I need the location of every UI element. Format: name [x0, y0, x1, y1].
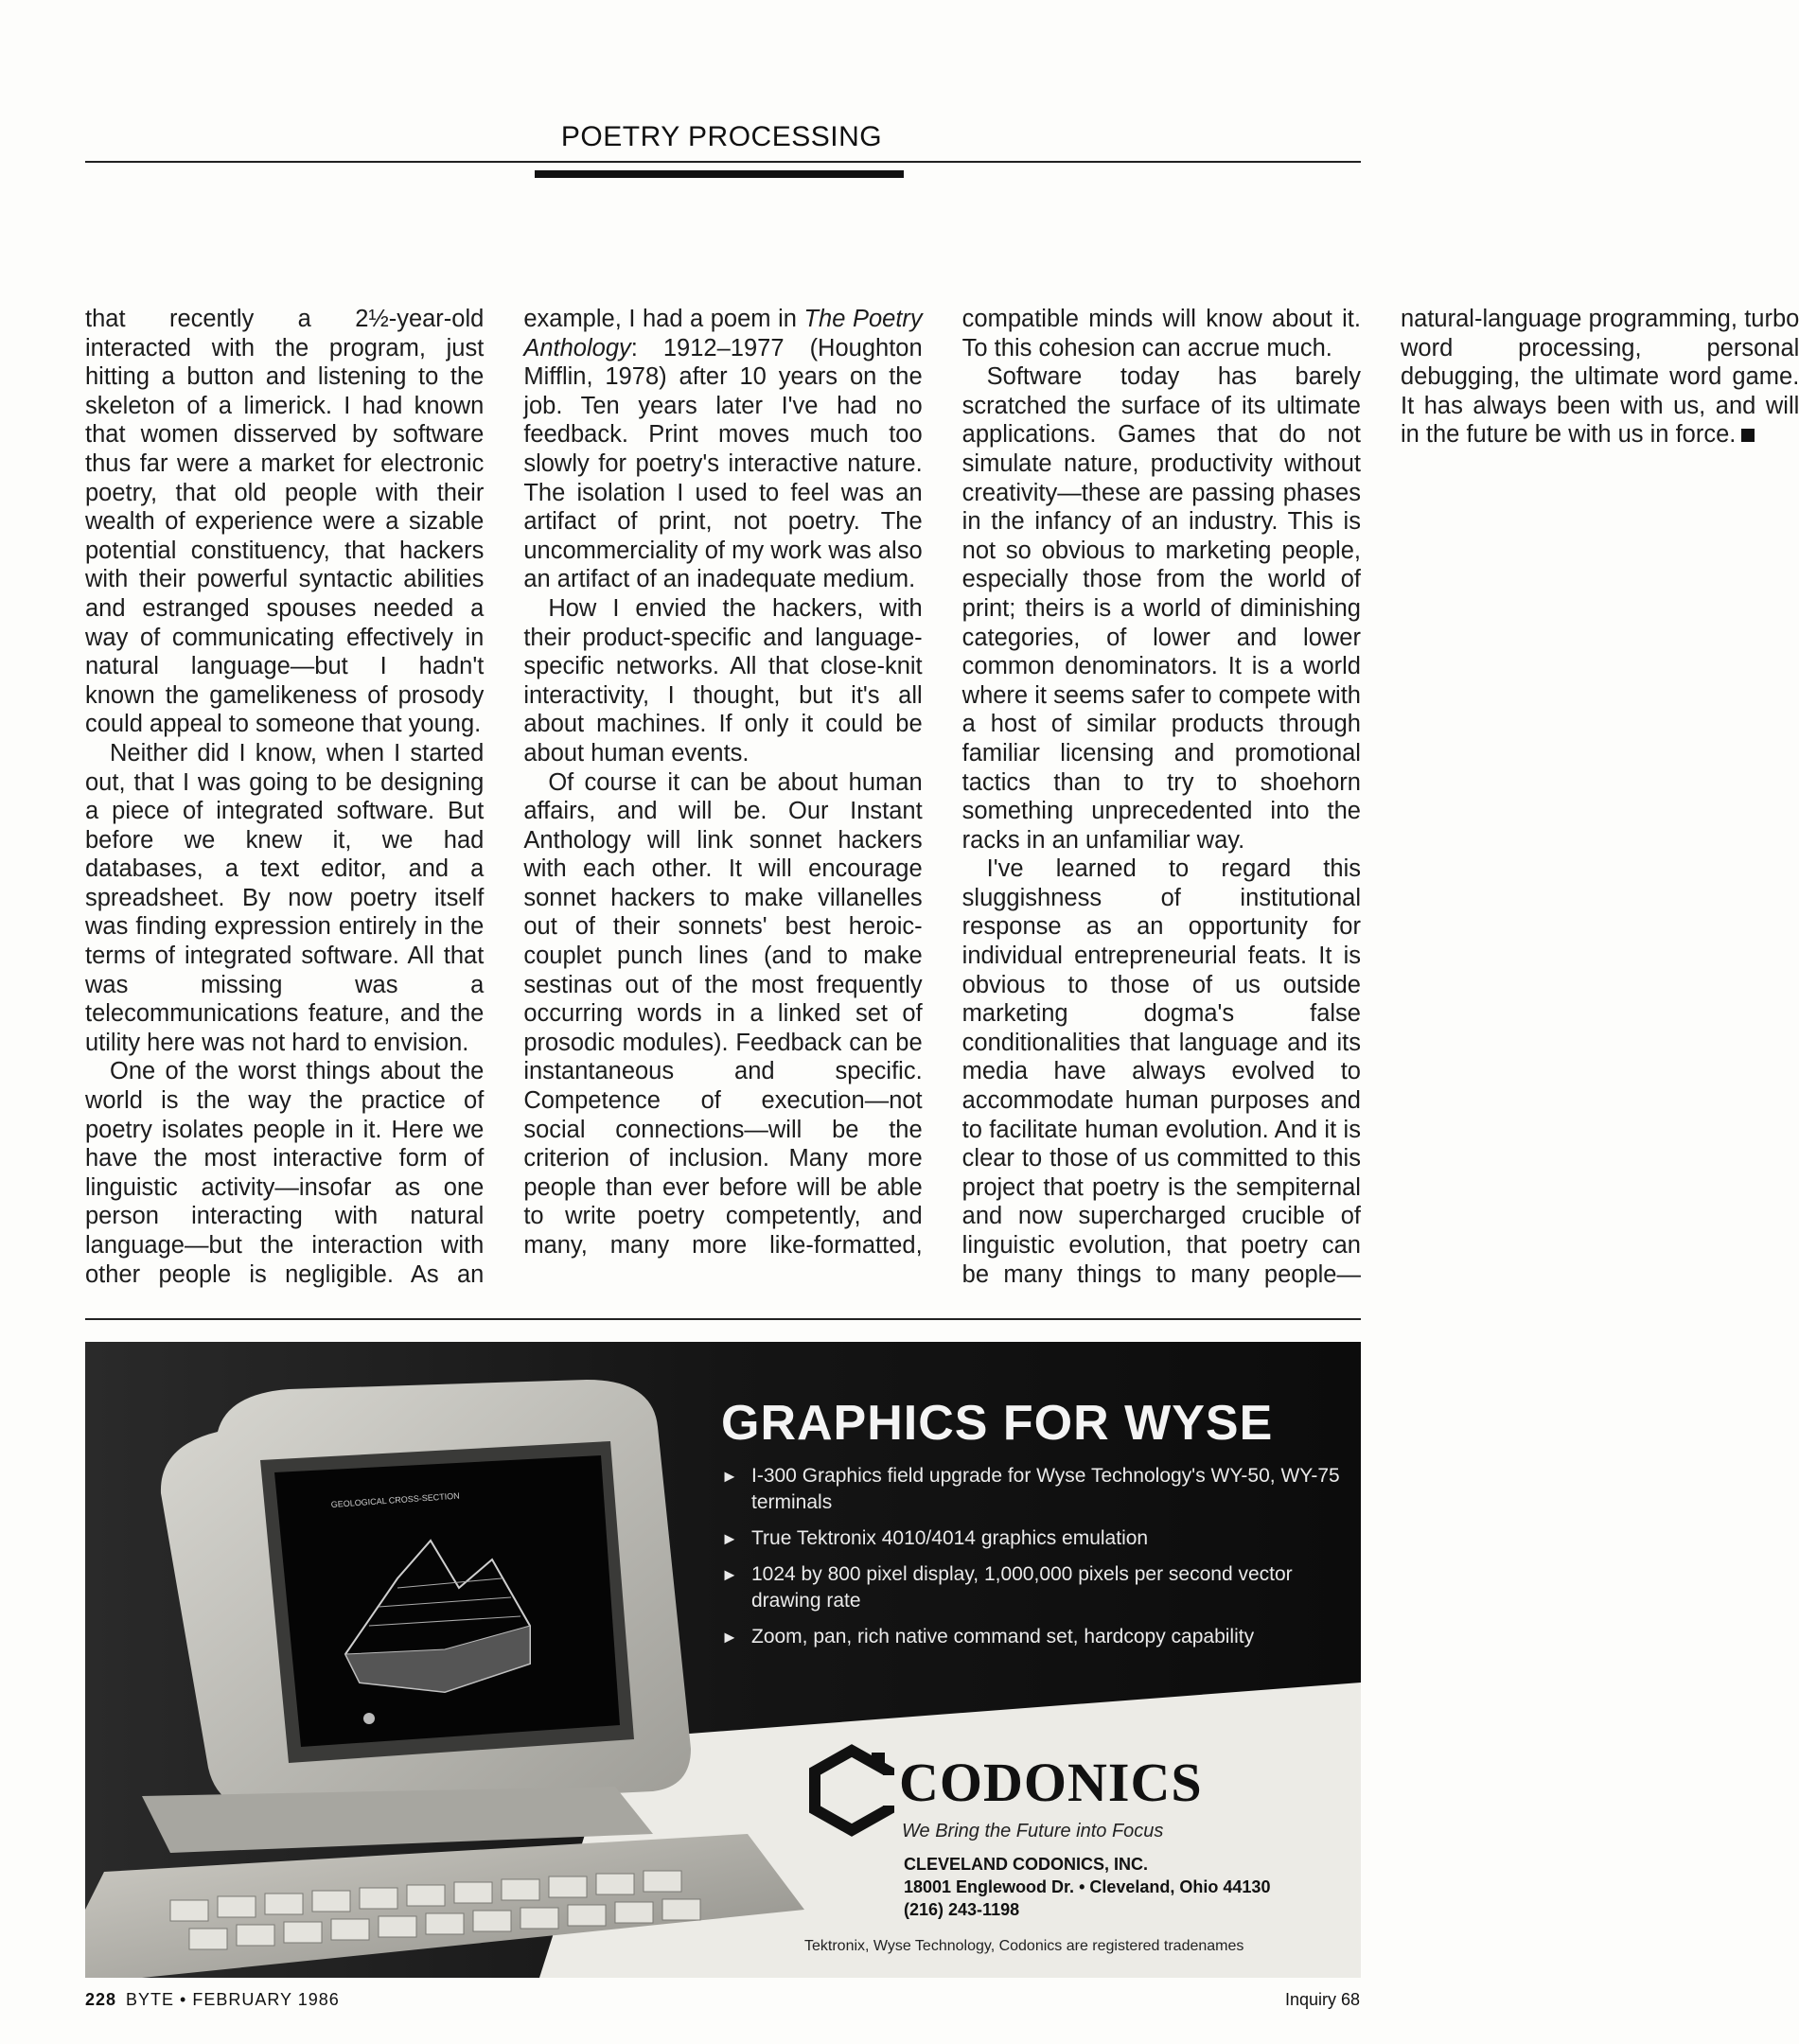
header-bar — [535, 170, 904, 178]
article-paragraph: Of course it can be about human affairs, and will be. Our Instant Anthology will link sonnet hackers with each other. It will encourage sonnet hackers to make villanelles out of their sonnets' best heroic-couplet punch lines (and to make sestinas out of the most frequently occurring words in a linked set of prosodic modules). Feedback can be instantaneous and specific. Competence of execution—not social connections—will be the criterion of inclusion. Many more people than ever before will be able to write poetry competently, and many, many more like-formatted, compatible minds will know about it. To this cohesion can accrue much. — [523, 306, 1361, 1259]
article-paragraph: that recently a 2½-year-old interacted with the program, just hitting a button and listening to the skeleton of a limerick. I had known that women disserved by software thus far were a market for electronic poetry, that old people with their wealth of experience were a sizable potential constituency, that hackers with their powerful syntactic abilities and estranged spouses needed a way of communicating effectively in natural language—but I hadn't known the gamelikeness of prosody could appeal to someone that young. — [85, 306, 485, 738]
ad-feature-item — [721, 1463, 1346, 1516]
codonics-logo-icon — [809, 1747, 894, 1834]
screen-logo — [363, 1713, 375, 1724]
triangle-bullet-icon: ► — [721, 1565, 738, 1584]
company-phone: (216) 243-1198 — [904, 1900, 1020, 1919]
article-paragraph: How I envied the hackers, with their product-specific and language-specific networks. All that close-knit interactivity, I thought, but it's all about machines. If only it could be about human events. — [523, 594, 923, 766]
screen-caption: GEOLOGICAL CROSS-SECTION — [330, 1490, 461, 1509]
brand-tagline: We Bring the Future into Focus — [902, 1821, 1164, 1841]
ad-feature-text: Zoom, pan, rich native command set, hardcopy capability — [751, 1626, 1255, 1648]
ad-feature-text: True Tektronix 4010/4014 graphics emulation — [751, 1527, 1149, 1549]
ad-feature-text: I-300 Graphics field upgrade for Wyse Technology's WY-50, WY-75 terminals — [751, 1465, 1340, 1513]
mid-rule — [85, 1318, 1361, 1320]
ad-feature-item — [721, 1525, 1346, 1552]
article-paragraph: Neither did I know, when I started out, that I was going to be designing a piece of integrated software. But before we knew it, we had databases, a text editor, and a spreadsheet. By now poetry itself was finding expression entirely in the terms of integrated software. All that was missing was a telecommunications feature, and the utility here was not hard to envision. — [85, 739, 485, 1056]
book-title: The Poetry Anthology — [523, 306, 923, 361]
page-footer — [85, 1990, 340, 2010]
triangle-bullet-icon: ► — [721, 1529, 738, 1548]
paragraph-text: : 1912–1977 (Houghton Mifflin, 1978) after 10 years on the job. Ten years later I've had no feedback. Print moves much too slowly for poetry's interactive nature. The isolation I used to feel was an artifact of print, not poetry. The uncommerciality of my work was also an artifact of an inadequate medium. — [523, 334, 923, 593]
inquiry-number: Inquiry 68 — [1284, 1990, 1360, 2009]
article-body — [85, 305, 1799, 1298]
triangle-bullet-icon: ► — [721, 1467, 738, 1486]
ad-headline: GRAPHICS FOR WYSE — [721, 1396, 1274, 1451]
brand-name: CODONICS — [899, 1752, 1203, 1813]
advertisement — [85, 1342, 1361, 1978]
end-of-article-mark — [1741, 429, 1755, 442]
ad-feature-item — [721, 1624, 1346, 1650]
publication-line: BYTE • FEBRUARY 1986 — [126, 1990, 340, 2009]
header-rule — [85, 161, 1361, 163]
company-name: CLEVELAND CODONICS, INC. — [904, 1855, 1149, 1874]
ad-feature-item — [721, 1561, 1346, 1614]
page-number: 228 — [85, 1990, 117, 2009]
trademark-notice: Tektronix, Wyse Technology, Codonics are registered tradenames — [804, 1938, 1244, 1954]
company-address: 18001 Englewood Dr. • Cleveland, Ohio 44130 — [904, 1877, 1271, 1896]
page-header-title: POETRY PROCESSING — [560, 121, 883, 152]
ad-feature-text: 1024 by 800 pixel display, 1,000,000 pixels per second vector drawing rate — [751, 1563, 1293, 1612]
article-paragraph: Software today has barely scratched the surface of its ultimate applications. Games that do not simulate nature, productivity without creativity—these are passing phases in the infancy of an industry. This is not so obvious to marketing people, especially those from the world of print; theirs is a world of diminishing categories, of lower and lower common denominators. It is a world where it seems safer to compete with a host of similar products through familiar licensing and promotional tactics than to try to shoehorn something unprecedented into the racks in an unfamiliar way. — [961, 363, 1361, 854]
triangle-bullet-icon: ► — [721, 1628, 738, 1647]
paragraph-text: I've learned to regard this sluggishness of institutional response as an opportunity for individual entrepreneurial feats. It is obvious to those of us outside marketing dogma's false conditionalities that language and its media have always evolved to accommodate human purposes and to facilitate human evolution. And it is clear to those of us committed to this project that poetry is the sempiternal and now supercharged crucible of linguistic evolution, that poetry can be many things to many people—natural-language programming, turbo word processing, personal debugging, the ultimate word game. It has always been with us, and will in the future be with us in force. — [961, 306, 1799, 1288]
paragraph-text: One of the worst things about the world is the way the practice of poetry isolates people in it. Here we have the most interactive form of linguistic activity—insofar as one person interacting with natural language—but the interaction with other people is negligible. As an example, I had a poem in — [85, 306, 797, 1288]
ad-feature-list — [721, 1463, 1346, 1660]
